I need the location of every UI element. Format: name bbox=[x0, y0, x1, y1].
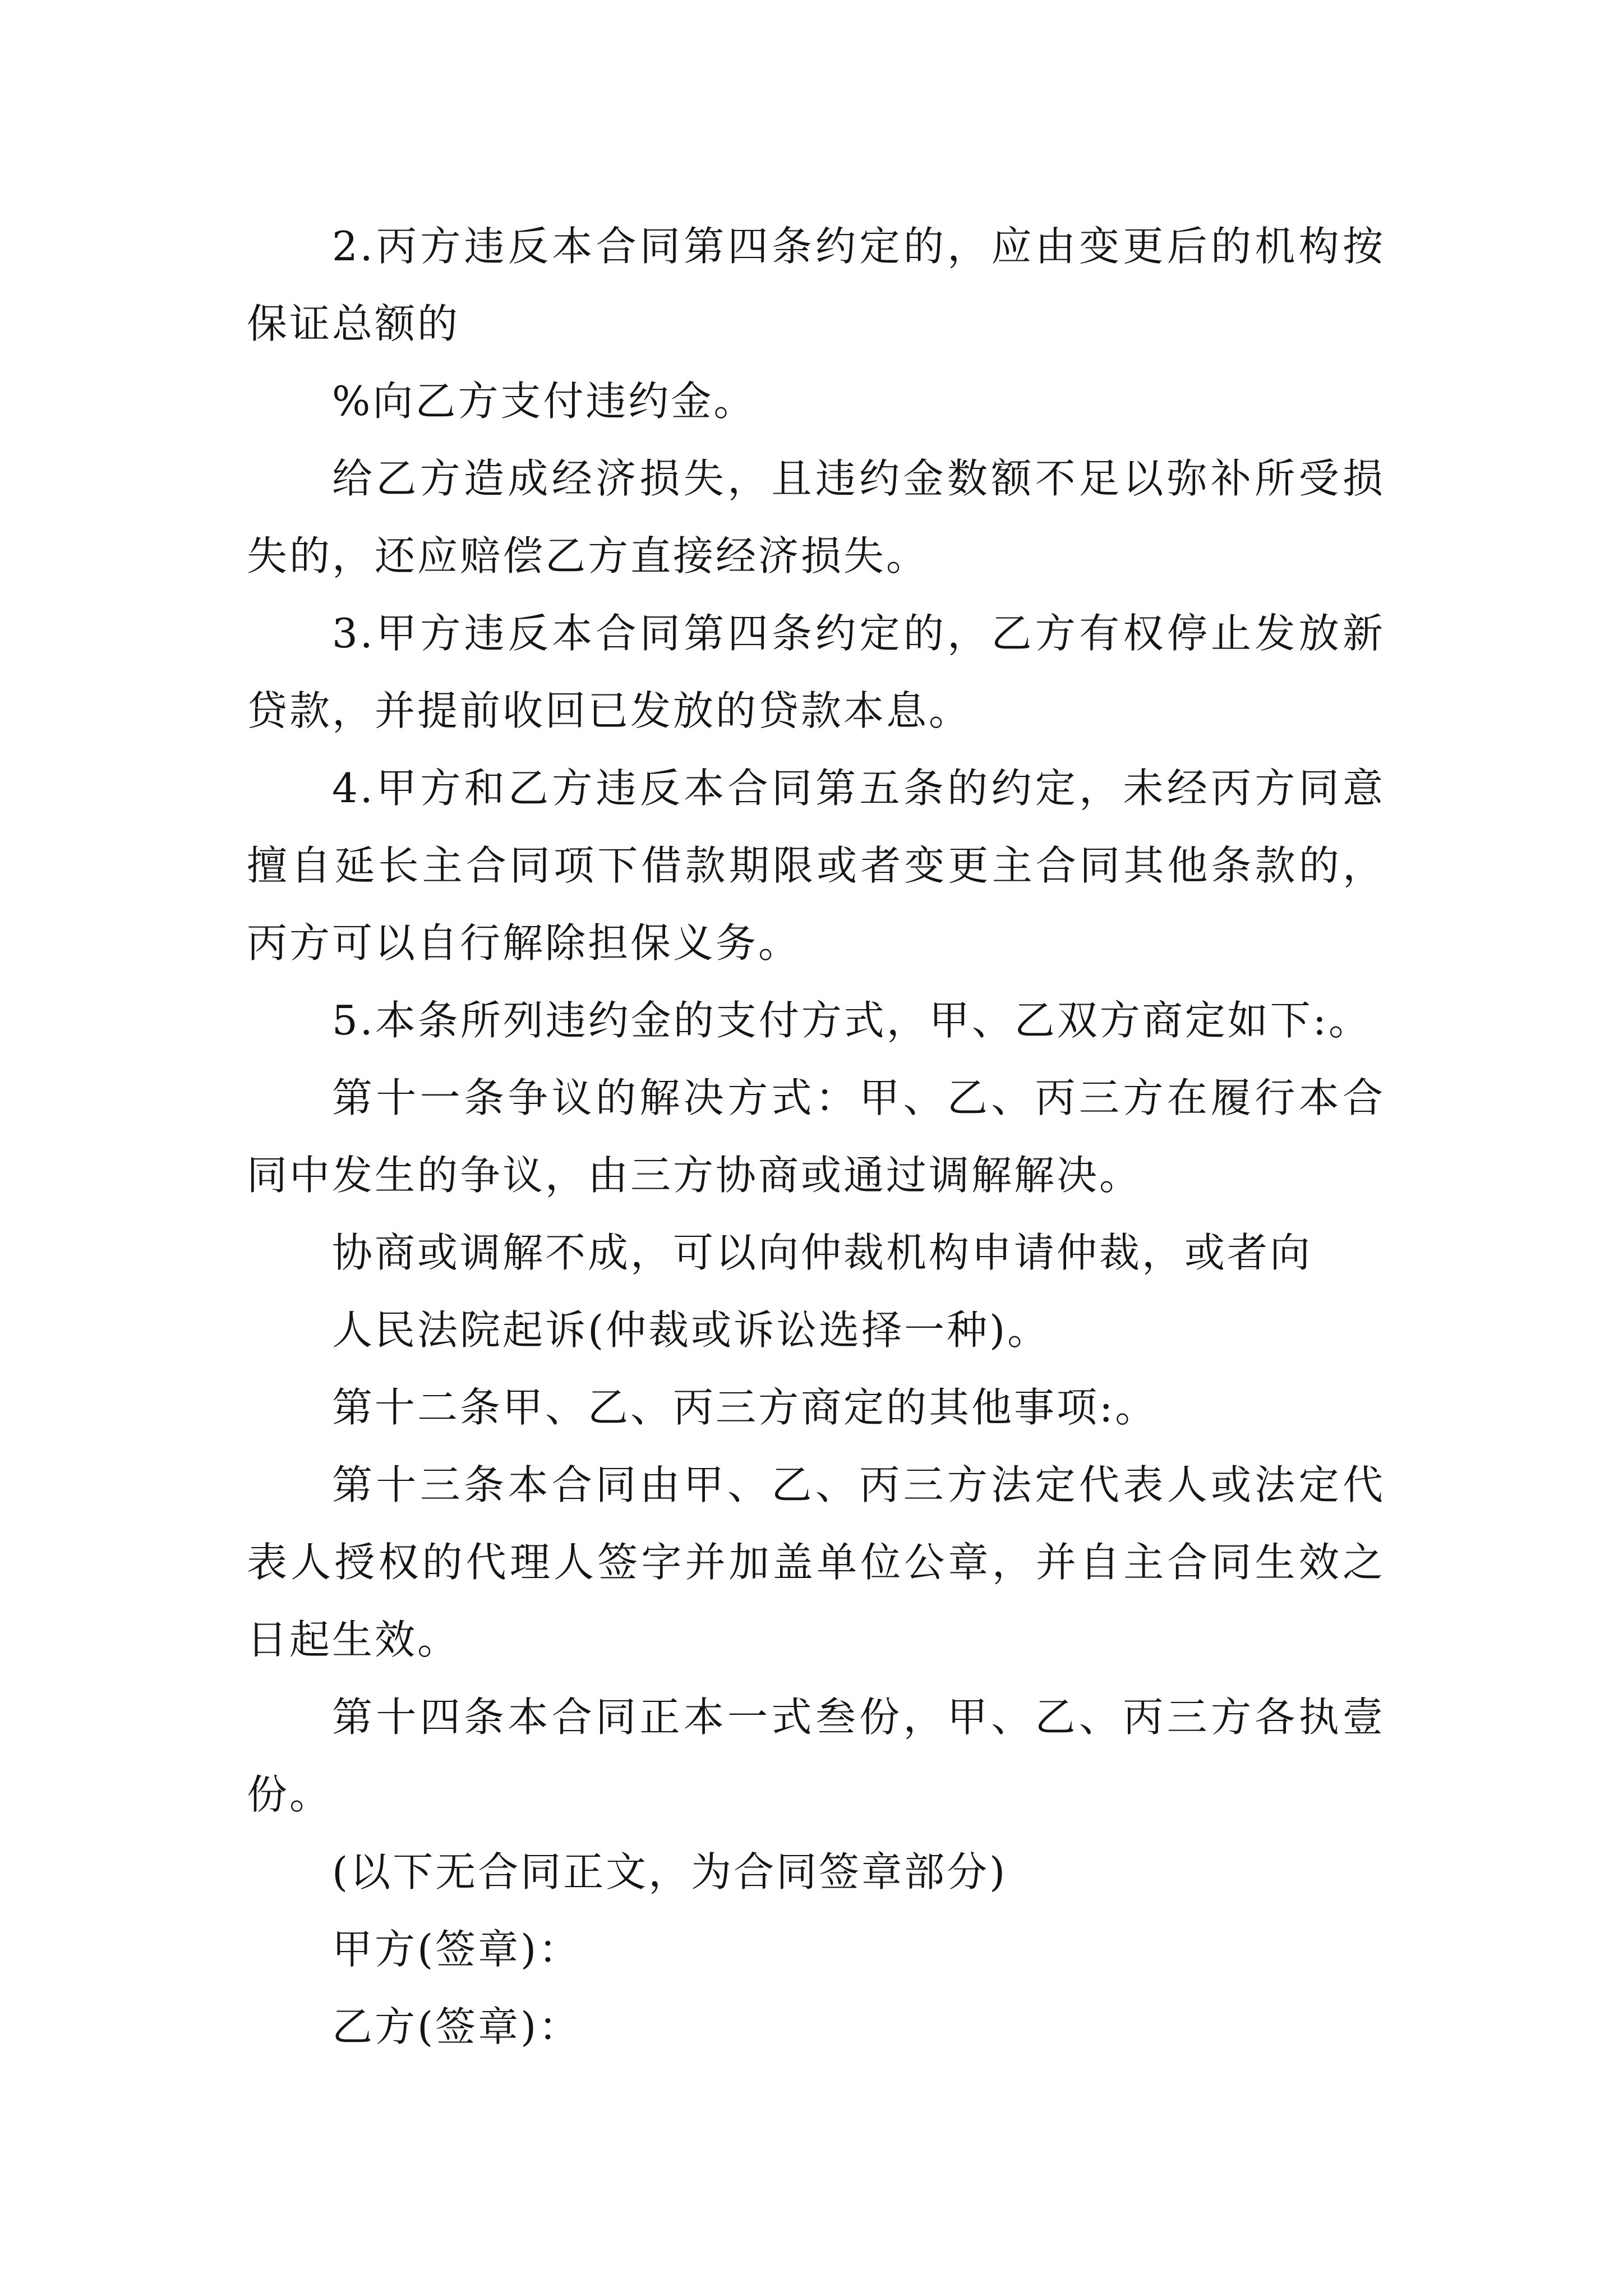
signature-party-a: 甲方(签章)： bbox=[332, 1926, 582, 1973]
signature-party-b: 乙方(签章)： bbox=[332, 2003, 582, 2050]
paragraph-payment-method: 5.本条所列违约金的支付方式，甲、乙双方商定如下:。 bbox=[332, 997, 1371, 1044]
paragraph-article-14: 第十四条本合同正本一式叁份，甲、乙、丙三方各执壹份。 bbox=[247, 1694, 1385, 1818]
paragraph-court: 人民法院起诉(仲裁或诉讼选择一种)。 bbox=[332, 1306, 1050, 1354]
paragraph-extension-breach: 4.甲方和乙方违反本合同第五条的约定，未经丙方同意擅自延长主合同项下借款期限或者变更主合同其他条款的，丙方可以自行解除担保义务。 bbox=[247, 765, 1385, 967]
paragraph-article-12: 第十二条甲、乙、丙三方商定的其他事项:。 bbox=[332, 1384, 1158, 1431]
document-body bbox=[247, 208, 1385, 2065]
paragraph-signature-note: (以下无合同正文，为合同签章部分) bbox=[332, 1848, 1008, 1895]
paragraph-party-a-breach: 3.甲方违反本合同第四条约定的，乙方有权停止发放新贷款，并提前收回已发放的贷款本息。 bbox=[247, 610, 1385, 734]
paragraph-economic-loss: 给乙方造成经济损失，且违约金数额不足以弥补所受损失的，还应赔偿乙方直接经济损失。 bbox=[247, 455, 1385, 579]
paragraph-penalty-percent: %向乙方支付违约金。 bbox=[332, 378, 757, 425]
paragraph-guarantor-breach: 2.丙方违反本合同第四条约定的，应由变更后的机构按保证总额的 bbox=[247, 223, 1385, 347]
paragraph-article-13: 第十三条本合同由甲、乙、丙三方法定代表人或法定代表人授权的代理人签字并加盖单位公章，并自主合同生效之日起生效。 bbox=[247, 1461, 1385, 1663]
paragraph-article-11: 第十一条争议的解决方式：甲、乙、丙三方在履行本合同中发生的争议，由三方协商或通过调解解决。 bbox=[247, 1074, 1385, 1199]
paragraph-arbitration: 协商或调解不成，可以向仲裁机构申请仲裁，或者向 bbox=[332, 1229, 1313, 1276]
